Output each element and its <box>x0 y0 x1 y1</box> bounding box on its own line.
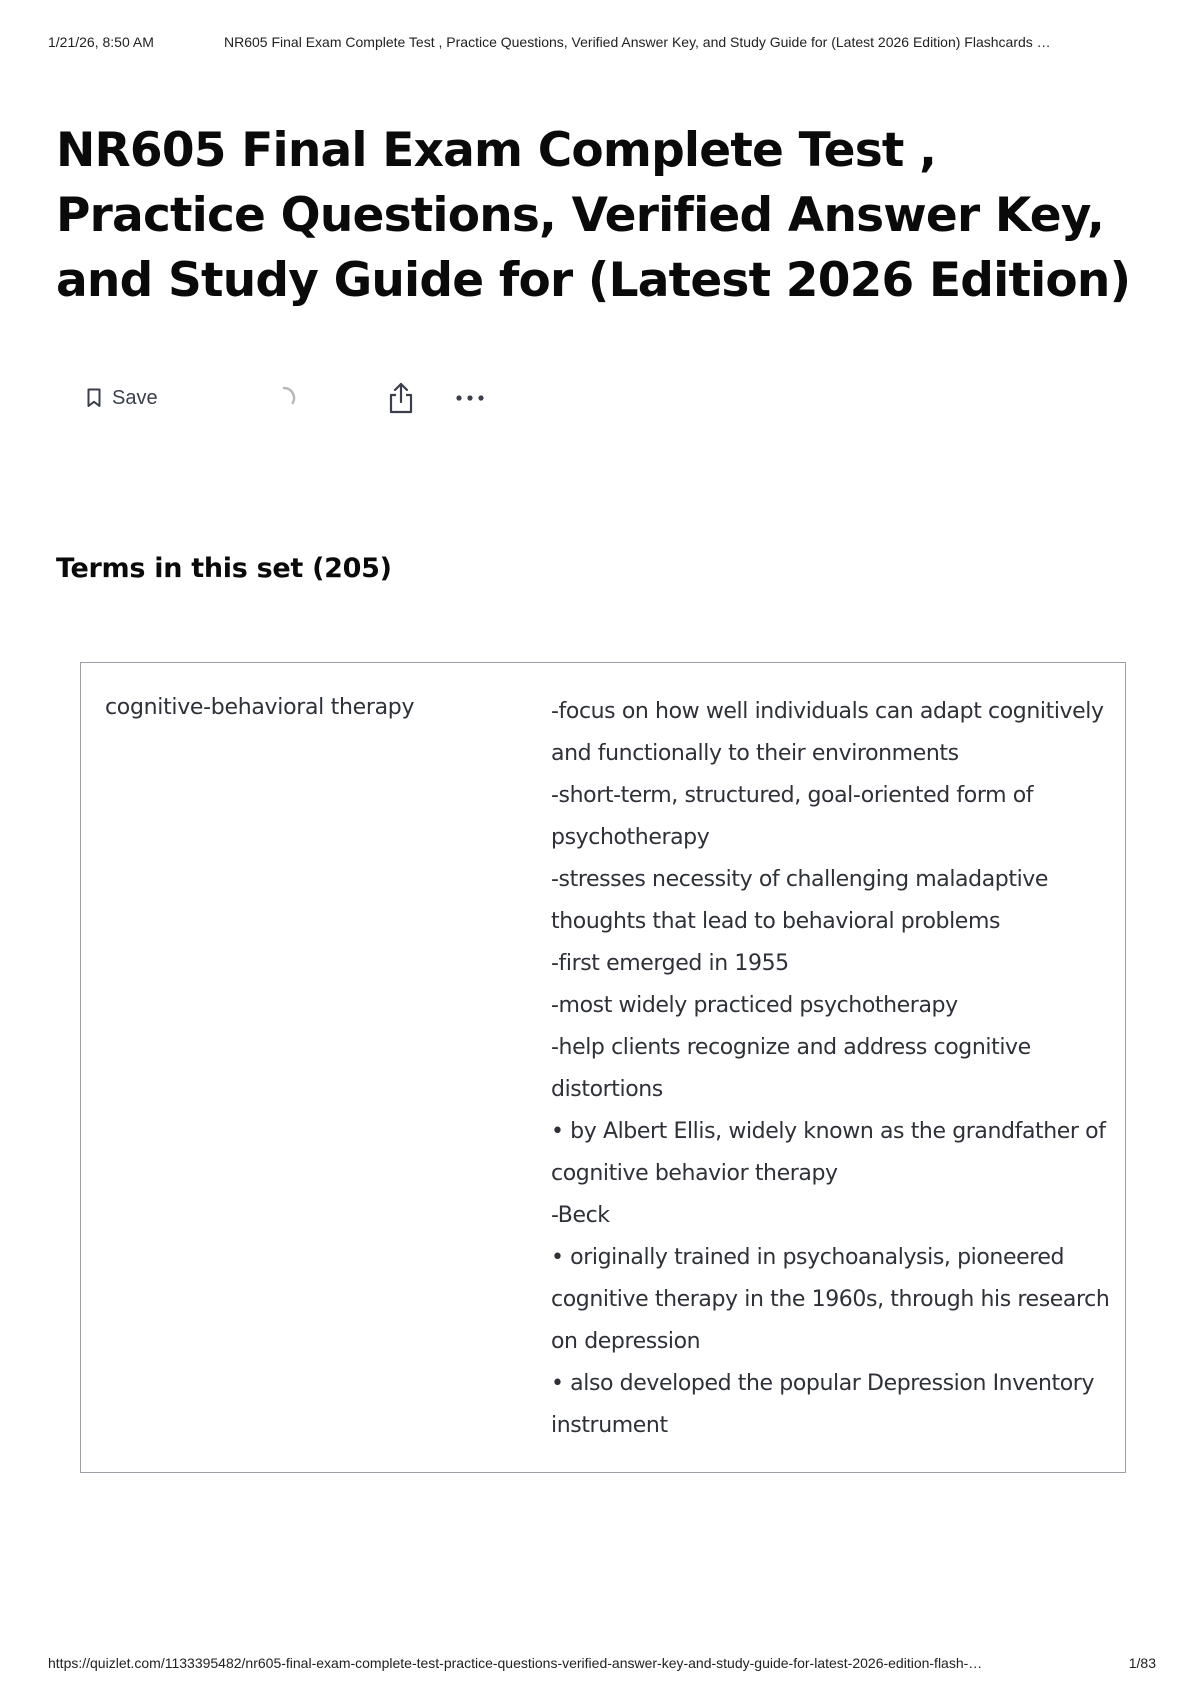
bookmark-icon <box>86 388 102 408</box>
share-icon <box>387 381 415 415</box>
print-header <box>48 34 1160 54</box>
print-document-title: NR605 Final Exam Complete Test , Practice Questions, Verified Answer Key, and Study Guide for (Latest 2026 Edition) Flashcards … <box>224 34 1051 50</box>
definition-line: -Beck <box>551 1203 610 1228</box>
print-page-number: 1/83 <box>1128 1655 1156 1671</box>
definition-line: -stresses necessity of challenging maladaptive thoughts that lead to behavioral problems <box>551 867 1049 934</box>
definition-line: -short-term, structured, goal-oriented form of psychotherapy <box>551 783 1034 850</box>
terms-section-heading: Terms in this set (205) <box>56 553 392 584</box>
set-toolbar <box>80 378 520 418</box>
definition-line: • originally trained in psychoanalysis, pioneered cognitive therapy in the 1960s, through his research on depression <box>551 1245 1110 1354</box>
print-url: https://quizlet.com/1133395482/nr605-final-exam-complete-test-practice-questions-verified-answer-key-and-study-guide-for-latest-2026-edition-flash-… <box>48 1655 983 1671</box>
term-definition <box>551 691 1111 1447</box>
page-title: NR605 Final Exam Complete Test , Practice Questions, Verified Answer Key, and Study Guide for (Latest 2026 Edition) <box>56 123 1131 308</box>
more-horizontal-icon <box>455 394 485 402</box>
spinner-icon <box>270 384 298 412</box>
definition-line: -first emerged in 1955 <box>551 951 789 976</box>
definition-line: • by Albert Ellis, widely known as the grandfather of cognitive behavior therapy <box>551 1119 1106 1186</box>
print-date: 1/21/26, 8:50 AM <box>48 34 154 50</box>
definition-line: -most widely practiced psychotherapy <box>551 993 958 1018</box>
term-word: cognitive-behavioral therapy <box>105 695 415 720</box>
definition-line: -focus on how well individuals can adapt cognitively and functionally to their environments <box>551 699 1104 766</box>
definition-line: • also developed the popular Depression Inventory instrument <box>551 1371 1095 1438</box>
share-button[interactable] <box>382 378 420 418</box>
definition-line: -help clients recognize and address cognitive distortions <box>551 1035 1031 1102</box>
save-button[interactable] <box>80 382 164 414</box>
term-card <box>80 662 1126 1473</box>
print-footer <box>48 1655 1160 1675</box>
more-options-button[interactable] <box>450 378 490 418</box>
save-button-label: Save <box>112 386 158 409</box>
